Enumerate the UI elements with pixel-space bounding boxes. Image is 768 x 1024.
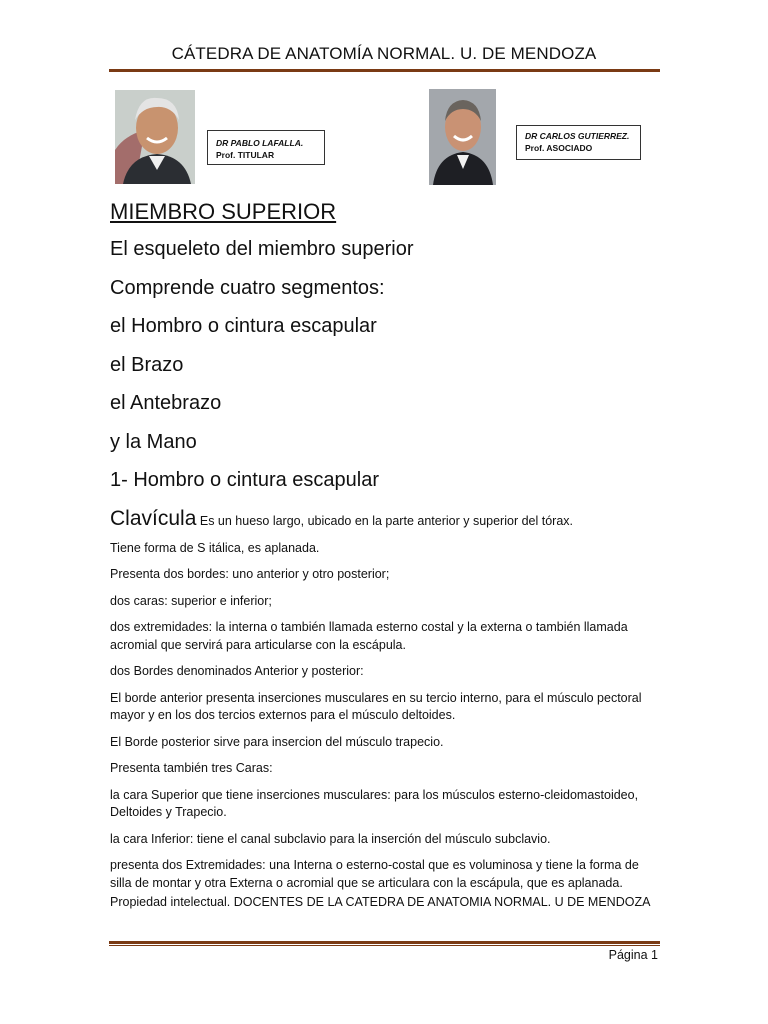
professor-name-1: DR PABLO LAFALLA. [216,138,304,148]
heading-line: y la Mano [110,430,197,453]
heading-line: el Brazo [110,353,184,376]
paragraph: dos caras: superior e inferior; [110,593,272,608]
professor-role-1: Prof. TITULAR [216,150,275,160]
paragraph: dos Bordes denominados Anterior y posterior: [110,664,364,678]
paragraph: la cara Superior que tiene inserciones musculares: para los músculos esterno-cleidomastoideo, Deltoides y Trapecio. [110,787,639,819]
page-number: Página 1 [608,948,658,962]
intellectual-property-note: Propiedad intelectual. DOCENTES DE LA CATEDRA DE ANATOMIA NORMAL. U DE MENDOZA [110,895,651,909]
heading-line: el Hombro o cintura escapular [110,315,377,337]
footer-rule [109,941,660,944]
paragraph: Tiene forma de S itálica, es aplanada. [110,540,320,555]
paragraph: presenta dos Extremidades: una Interna o esterno-costal que es voluminosa y tiene la forma de silla de montar y otra Externa o acromial que se articulara con la escápula, que es aplanada. [110,858,639,890]
paragraph: Presenta también tres Caras: [110,761,273,775]
heading-line: el Antebrazo [110,392,222,414]
professor-photo-2 [429,89,496,185]
professor-card-2 [516,125,641,160]
clavicula-line [110,504,660,540]
page-header: CÁTEDRA DE ANATOMÍA NORMAL. U. DE MENDOZA [171,44,597,63]
clavicula-intro: Es un hueso largo, ubicado en la parte anterior y superior del tórax. [199,513,573,528]
paragraph: Presenta dos bordes: uno anterior y otro posterior; [110,567,390,581]
footer-rule-thin [109,945,660,946]
paragraph: El Borde posterior sirve para insercion del músculo trapecio. [110,734,444,749]
clavicula-title: Clavícula [110,506,197,530]
professor-photo-1 [115,90,195,184]
document-body [110,196,660,921]
professor-role-2: Prof. ASOCIADO [525,143,593,153]
heading-line: El esqueleto del miembro superior [110,238,414,260]
paragraph: la cara Inferior: tiene el canal subclavio para la inserción del músculo subclavio. [110,831,551,846]
subsection-title: 1- Hombro o cintura escapular [110,469,380,491]
paragraph: dos extremidades: la interna o también llamada esterno costal y la externa o también llamada acromial que servirá para articularse con la escápula. [110,620,628,652]
section-title: MIEMBRO SUPERIOR [110,199,337,224]
professor-card-1 [207,130,325,165]
header-rule [109,69,660,72]
heading-line: Comprende cuatro segmentos: [110,276,385,299]
paragraph: El borde anterior presenta inserciones musculares en su tercio interno, para el músculo pectoral mayor y en los dos tercios externos para el músculo deltoides. [110,690,642,722]
professor-name-2: DR CARLOS GUTIERREZ. [525,131,630,141]
